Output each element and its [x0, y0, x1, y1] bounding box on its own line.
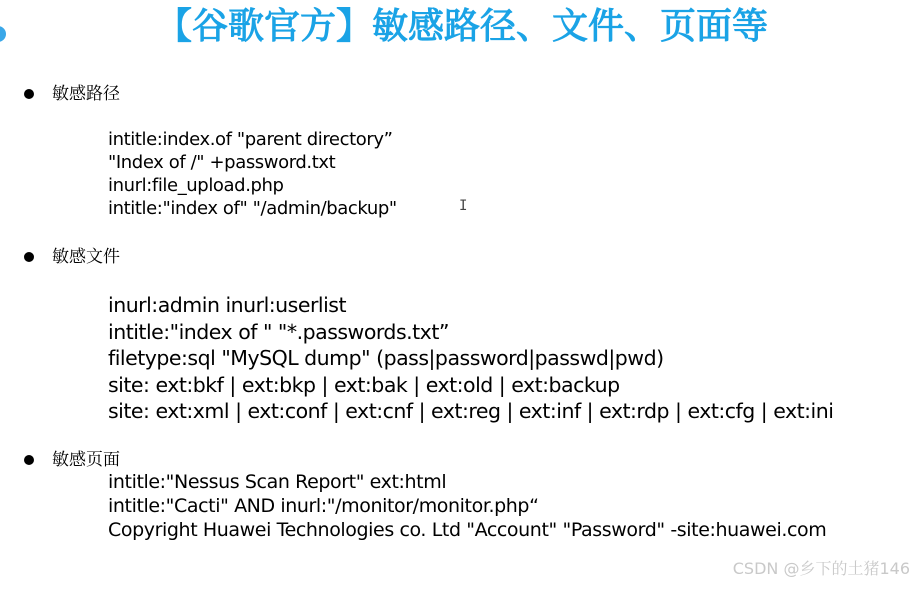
dork-list: [108, 470, 826, 542]
bullet-icon: [24, 455, 34, 465]
bullet-icon: [24, 252, 34, 262]
dork-list: [108, 292, 833, 425]
dork-line[interactable]: inurl:admin inurl:userlist: [108, 293, 346, 317]
dork-line[interactable]: site: ext:bkf | ext:bkp | ext:bak | ext:old | ext:backup: [108, 372, 620, 397]
dork-line[interactable]: inurl:file_upload.php: [108, 175, 284, 196]
dork-line[interactable]: site: ext:xml | ext:conf | ext:cnf | ext:reg | ext:inf | ext:rdp | ext:cfg | ext:ini: [108, 399, 834, 423]
dork-line[interactable]: intitle:"Nessus Scan Report" ext:html: [108, 471, 447, 493]
dork-list: [108, 128, 397, 220]
bullet-icon: [24, 89, 34, 99]
text-cursor-icon: I: [459, 198, 468, 214]
dork-line[interactable]: intitle:"index of" "/admin/backup": [108, 198, 397, 219]
csdn-watermark: CSDN @乡下的土猪146: [732, 559, 910, 578]
section-heading: 敏感页面: [52, 450, 120, 470]
dork-line[interactable]: intitle:"index of " "*.passwords.txt”: [108, 319, 449, 344]
dork-line[interactable]: intitle:index.of "parent directory”: [108, 129, 393, 150]
section-heading: 敏感路径: [52, 84, 120, 104]
slide-title: 【谷歌官方】敏感路径、文件、页面等: [155, 6, 768, 47]
dork-line[interactable]: "Index of /" +password.txt: [108, 152, 336, 173]
dork-line[interactable]: filetype:sql "MySQL dump" (pass|password|passwd|pwd): [108, 346, 664, 370]
dork-line[interactable]: intitle:"Cacti" AND inurl:"/monitor/monitor.php“: [108, 495, 539, 517]
dork-line[interactable]: Copyright Huawei Technologies co. Ltd "Account" "Password" -site:huawei.com: [108, 519, 827, 541]
section-heading: 敏感文件: [52, 247, 120, 267]
